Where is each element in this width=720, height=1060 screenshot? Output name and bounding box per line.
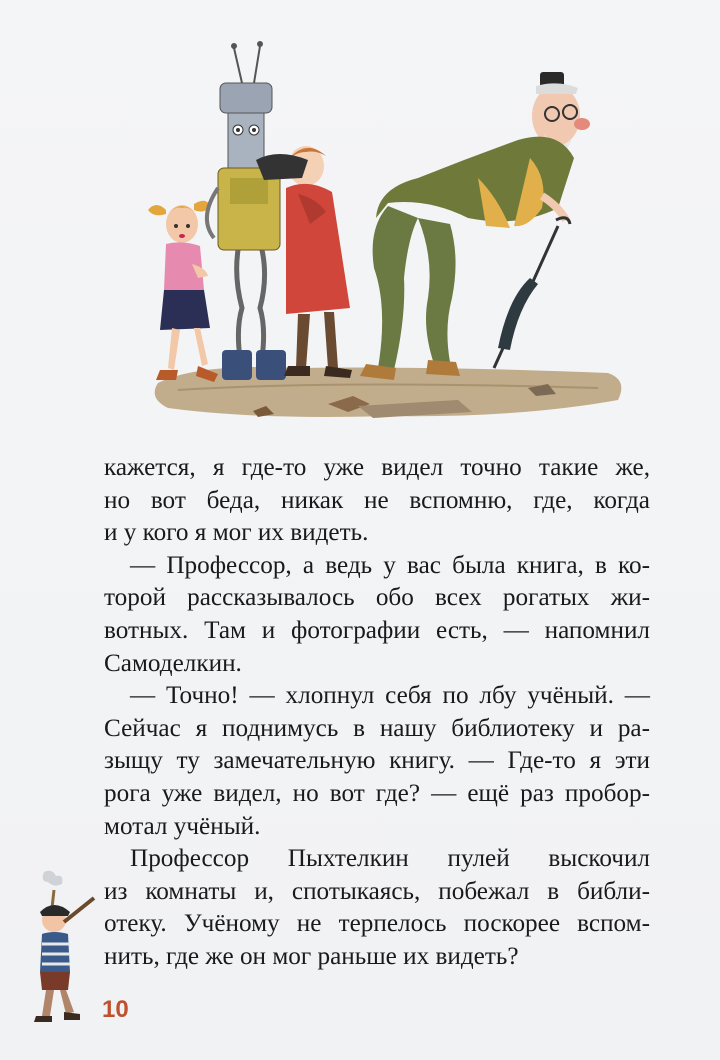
text-line: и у кого я мог их видеть. — [104, 519, 369, 547]
text-line: но вот беда, никак не вспомню, где, когда — [104, 486, 650, 514]
text-line: Самоделкин. — [104, 649, 242, 677]
paragraph — [104, 680, 650, 843]
paragraph — [104, 550, 650, 680]
page-number: 10 — [102, 996, 129, 1023]
corner-pirate-illustration — [24, 868, 102, 1028]
text-line: отеку. Учёному не терпелось поскорее вспом- — [104, 910, 650, 938]
robot-figure — [207, 41, 286, 380]
text-line: Профессор Пыхтелкин пулей выскочил — [130, 845, 650, 873]
text-line: нить, где же он мог раньше их видеть? — [104, 942, 519, 970]
body-text — [104, 452, 650, 974]
text-line: — Точно! — хлопнул себя по лбу учёный. — — [130, 682, 650, 710]
text-line: из комнаты и, спотыкаясь, побежал в библи- — [104, 877, 650, 905]
text-line: рога уже видел, но вот где? — ещё раз пробор- — [104, 779, 650, 807]
text-line: мотал учёный. — [104, 812, 261, 840]
text-line: торой рассказывалось обо всех рогатых жи- — [104, 584, 650, 612]
professor-figure — [360, 72, 590, 380]
text-line: — Профессор, а ведь у вас была книга, в ко- — [130, 551, 650, 579]
text-line: вотных. Там и фотографии есть, — напомнил — [104, 616, 650, 644]
text-line: Сейчас я поднимусь в нашу библиотеку и ра- — [104, 714, 650, 742]
story-illustration — [138, 28, 638, 428]
text-line: кажется, я где-то уже видел точно такие же, — [104, 454, 650, 481]
paragraph — [104, 452, 650, 550]
text-line: зыщу ту замечательную книгу. — Где-то я эти — [104, 747, 650, 775]
paragraph — [104, 843, 650, 973]
